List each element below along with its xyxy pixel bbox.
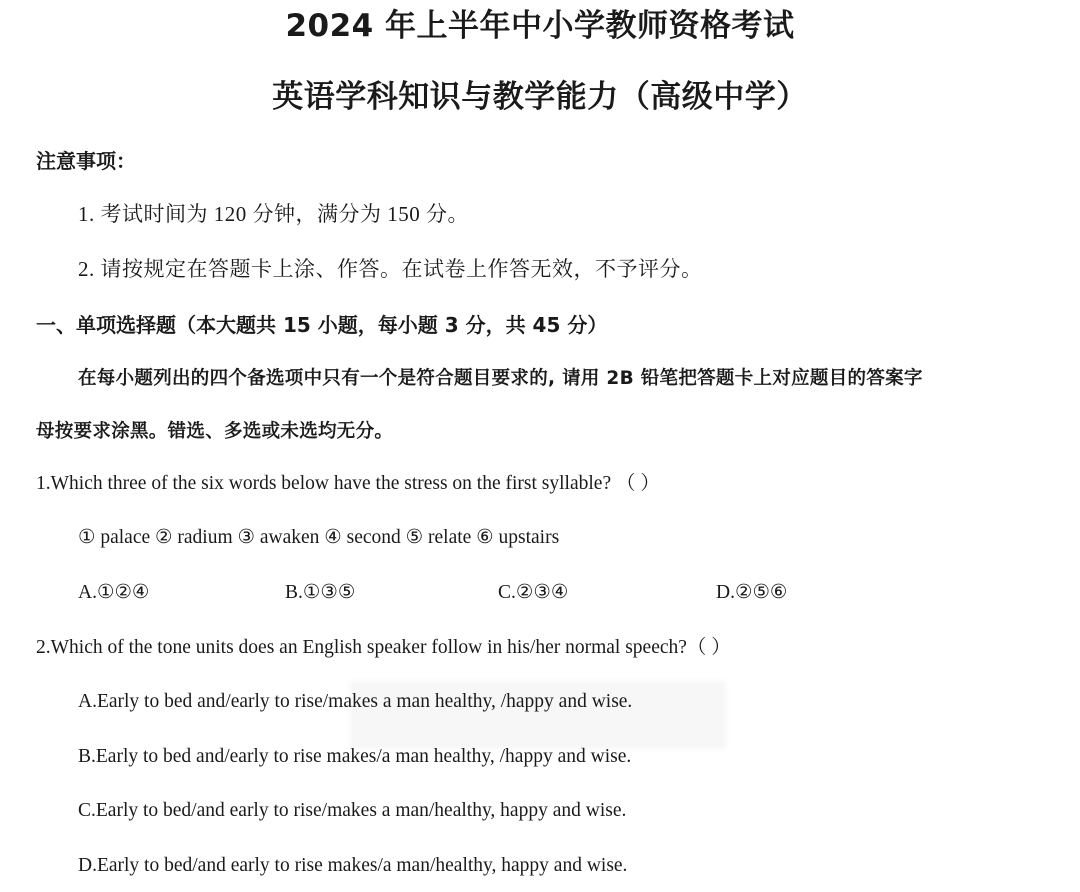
question-1-stem: 1.Which three of the six words below have the stress on the first syllable? （ ）: [36, 473, 660, 494]
exam-subtitle: 英语学科知识与教学能力（高级中学）: [272, 79, 808, 115]
question-1-word-list: ① palace ② radium ③ awaken ④ second ⑤ relate ⑥ upstairs: [78, 527, 560, 548]
question-2-choice-c: C.Early to bed/and early to rise/makes a man/healthy, happy and wise.: [78, 800, 627, 821]
question-1-choice-b: B.①③⑤: [285, 582, 356, 603]
note-item-1: 1. 考试时间为 120 分钟，满分为 150 分。: [78, 202, 469, 226]
question-1-choice-d: D.②⑤⑥: [716, 582, 788, 603]
section-instruction-line1: 在每小题列出的四个备选项中只有一个是符合题目要求的, 请用 2B 铅笔把答题卡上对应题目的答案字: [78, 368, 923, 389]
exam-title: 2024 年上半年中小学教师资格考试: [285, 8, 795, 44]
section-heading: 一、单项选择题（本大题共 15 小题，每小题 3 分，共 45 分）: [36, 313, 608, 337]
question-2-choice-d: D.Early to bed/and early to rise makes/a man/healthy, happy and wise.: [78, 855, 628, 876]
question-1-choice-c: C.②③④: [498, 582, 569, 603]
question-2-choice-a: A.Early to bed and/early to rise/makes a man healthy, /happy and wise.: [78, 691, 633, 712]
note-item-2: 2. 请按规定在答题卡上涂、作答。在试卷上作答无效，不予评分。: [78, 257, 703, 281]
question-2-stem: 2.Which of the tone units does an English speaker follow in his/her normal speech?（ ）: [36, 637, 731, 658]
question-1-choice-a: A.①②④: [78, 582, 150, 603]
section-instruction-line2: 母按要求涂黑。错选、多选或未选均无分。: [36, 421, 394, 442]
notes-heading: 注意事项：: [36, 149, 136, 173]
question-2-choice-b: B.Early to bed and/early to rise makes/a man healthy, /happy and wise.: [78, 746, 632, 767]
